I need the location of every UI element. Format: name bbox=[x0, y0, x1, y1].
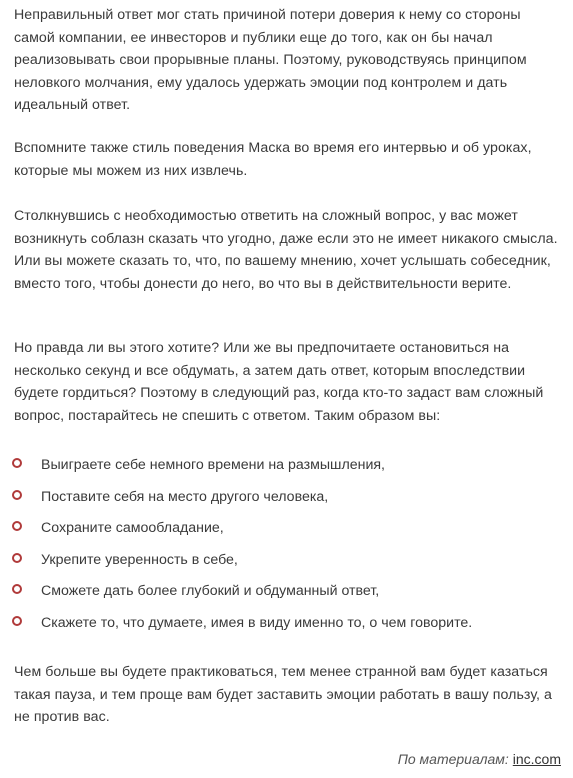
list-item bbox=[14, 486, 562, 518]
ring-bullet-icon bbox=[12, 553, 22, 563]
ring-bullet-icon bbox=[12, 584, 22, 594]
ring-bullet-icon bbox=[12, 616, 22, 626]
paragraph: Чем больше вы будете практиковаться, тем менее странной вам будет казаться такая пауза, и тем проще вам будет заставить эмоции работать в вашу пользу, а не против вас. bbox=[14, 664, 552, 726]
source-attribution bbox=[398, 749, 561, 769]
list-item bbox=[14, 549, 562, 581]
ring-bullet-icon bbox=[12, 458, 22, 468]
paragraph: Вспомните также стиль поведения Маска во время его интервью и об уроках, которые мы можем из них извлечь. bbox=[14, 140, 532, 179]
ring-bullet-icon bbox=[12, 521, 22, 531]
source-link[interactable]: inc.com bbox=[512, 751, 561, 767]
list-item-text: Сохраните самообладание, bbox=[41, 520, 224, 537]
list-item-text: Скажете то, что думаете, имея в виду именно то, о чем говорите. bbox=[41, 614, 473, 631]
list-item-text: Поставите себя на место другого человека, bbox=[41, 488, 329, 505]
list-item bbox=[14, 612, 562, 644]
bullet-list bbox=[14, 454, 562, 644]
source-prefix: По материалам: bbox=[397, 751, 509, 767]
list-item bbox=[14, 517, 562, 549]
list-item bbox=[14, 454, 562, 486]
paragraph: Но правда ли вы этого хотите? Или же вы предпочитаете остановиться на несколько секунд и все обдумать, а затем дать ответ, которым впоследствии будете гордиться? Поэтому в следующий раз, когда кто-то задаст вам сложный вопрос, постарайтесь не спешить с ответом. Таким образом вы: bbox=[14, 340, 544, 424]
paragraph: Столкнувшись с необходимостью ответить на сложный вопрос, у вас может возникнуть соблазн сказать что угодно, даже если это не имеет никакого смысла. Или вы можете сказать то, что, по вашему мнению, хочет услышать собеседник, вместо того, чтобы донести до него, во что вы в действительности верите. bbox=[14, 208, 558, 292]
ring-bullet-icon bbox=[12, 490, 22, 500]
paragraph: Неправильный ответ мог стать причиной потери доверия к нему со стороны самой компании, ее инвесторов и публики еще до того, как он бы начал реализовывать свои прорывные планы. Поэтому, руководствуясь принципом неловкого молчания, ему удалось удержать эмоции под контролем и дать идеальный ответ. bbox=[14, 7, 527, 114]
list-item-text: Сможете дать более глубокий и обдуманный ответ, bbox=[41, 583, 380, 600]
list-item-text: Выиграете себе немного времени на размышления, bbox=[41, 457, 385, 473]
list-item bbox=[14, 580, 562, 612]
list-item-text: Укрепите уверенность в себе, bbox=[41, 551, 238, 568]
